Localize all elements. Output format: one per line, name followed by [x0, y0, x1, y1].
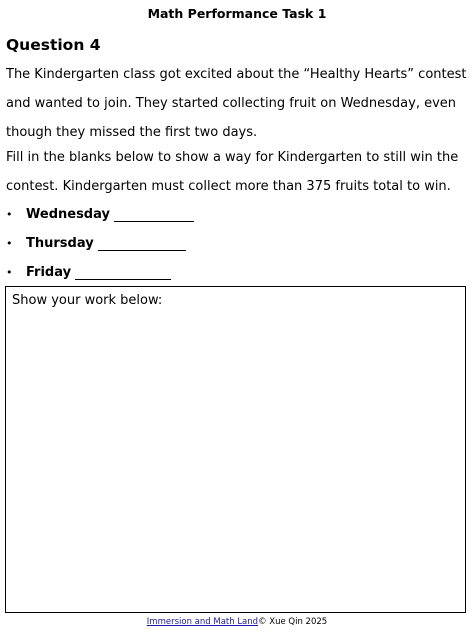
question-heading: Question 4: [6, 36, 101, 54]
day-label-wednesday: Wednesday: [26, 207, 110, 222]
footer: [0, 617, 474, 627]
work-area-label: Show your work below:: [12, 293, 163, 308]
day-blanks-list: [0, 200, 194, 287]
bullet-icon: •: [6, 208, 13, 221]
question-instructions-paragraph: Fill in the blanks below to show a way for Kindergarten to still win the contest. Kindergarten must collect more than 375 fruits total to win.: [6, 150, 459, 194]
footer-link[interactable]: Immersion and Math Land: [146, 617, 259, 627]
list-item-friday: [0, 258, 194, 287]
work-area-box[interactable]: [5, 286, 466, 613]
bullet-icon: •: [6, 237, 13, 250]
friday-blank-line[interactable]: [75, 265, 171, 280]
wednesday-blank-line[interactable]: [114, 207, 194, 222]
list-item-thursday: [0, 229, 194, 258]
bullet-icon: •: [6, 266, 13, 279]
page-title: Math Performance Task 1: [147, 6, 327, 21]
thursday-blank-line[interactable]: [98, 236, 186, 251]
footer-copyright: © Xue Qin 2025: [258, 617, 328, 627]
question-intro-paragraph: The Kindergarten class got excited about the “Healthy Hearts” contest and wanted to join. They started collecting fruit on Wednesday, even though they missed the first two days.: [6, 67, 467, 140]
day-label-thursday: Thursday: [26, 236, 94, 251]
list-item-wednesday: [0, 200, 194, 229]
day-label-friday: Friday: [26, 265, 72, 280]
